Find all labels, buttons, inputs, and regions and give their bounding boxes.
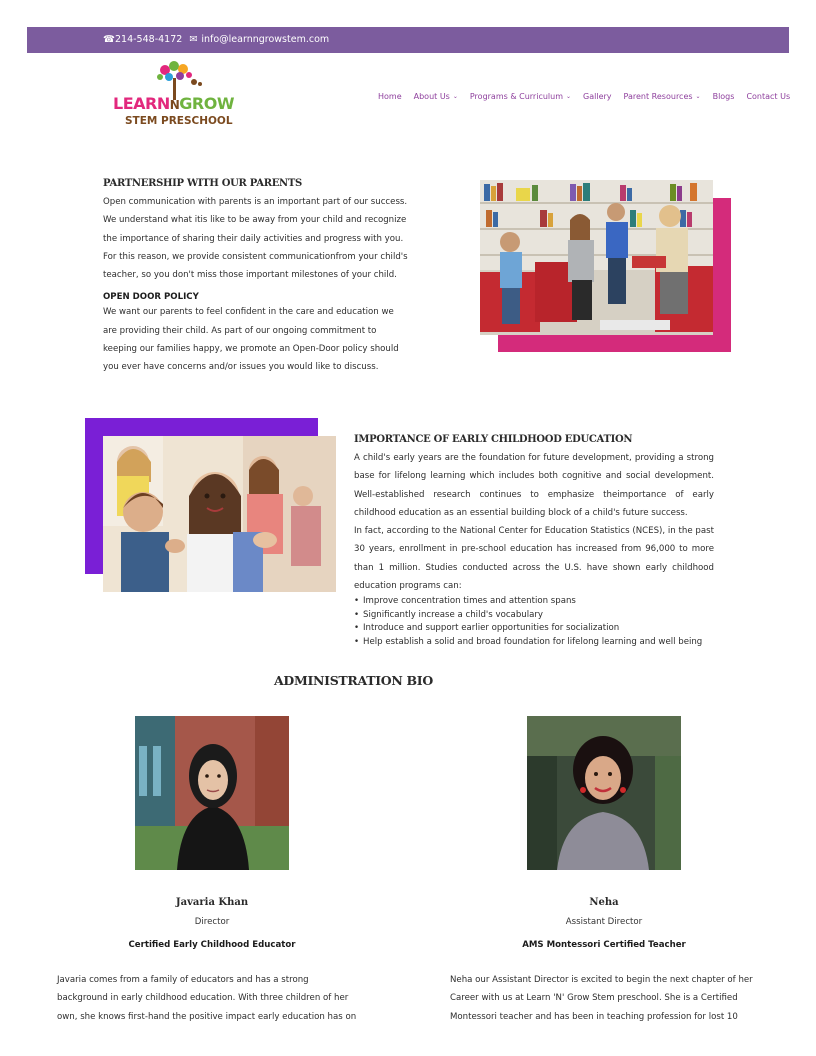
person-certification: Certified Early Childhood Educator xyxy=(128,940,296,950)
assistant-director-card xyxy=(480,897,728,950)
section-heading: IMPORTANCE OF EARLY CHILDHOOD EDUCATION xyxy=(354,434,633,445)
partnership-section xyxy=(103,178,413,377)
director-photo xyxy=(135,716,289,870)
email-link[interactable]: info@learnngrowstem.com xyxy=(201,34,330,45)
person-role: Assistant Director xyxy=(565,917,643,927)
contact-info xyxy=(103,34,329,45)
parents-teacher-photo xyxy=(480,180,713,335)
chevron-down-icon: ⌄ xyxy=(566,93,572,100)
nav-item-parent-resources[interactable]: Parent Resources ⌄ xyxy=(623,92,701,101)
list-item: • Improve concentration times and attention spans xyxy=(354,595,714,609)
main-nav xyxy=(378,92,790,101)
nav-item-programs-curriculum[interactable]: Programs & Curriculum ⌄ xyxy=(469,92,572,101)
nav-item-contact-us[interactable]: Contact Us xyxy=(746,92,791,101)
importance-para-2: In fact, according to the National Center for Education Statistics (NCES), in the past 30 years, enrollment in pre-school education has increased from 96,000 to more than 1 million. Studies conducted across the U.S. have shown early childhood education programs can: xyxy=(354,526,714,592)
chevron-down-icon: ⌄ xyxy=(452,93,458,100)
admin-bio-heading: ADMINISTRATION BIO xyxy=(274,673,433,688)
chevron-down-icon: ⌄ xyxy=(695,93,701,100)
nav-item-blogs[interactable]: Blogs xyxy=(712,92,735,101)
site-logo[interactable] xyxy=(110,60,235,130)
nav-item-gallery[interactable]: Gallery xyxy=(583,92,612,101)
logo-wordmark: LEARNNGROW xyxy=(113,94,234,113)
list-item: • Help establish a solid and broad foundation for lifelong learning and well being xyxy=(354,636,714,650)
person-role: Director xyxy=(194,917,230,927)
mail-icon: ✉ xyxy=(189,34,198,45)
section-heading: PARTNERSHIP WITH OUR PARENTS xyxy=(103,178,302,189)
library-scene-illustration xyxy=(480,180,713,335)
nav-item-about-us[interactable]: About Us ⌄ xyxy=(413,92,458,101)
children-clapping-photo xyxy=(103,436,336,592)
benefits-list xyxy=(354,595,714,649)
importance-para-1: A child's early years are the foundation for future development, providing a strong base for lifelong learning which includes both cognitive and social development. Well-established research continues to emphasize theimportance of early childhood education as an essential building block of a child's future success. xyxy=(354,453,714,518)
assistant-director-portrait-illustration xyxy=(527,716,681,870)
phone-link[interactable]: 214-548-4172 xyxy=(115,34,183,45)
partnership-text: Open communication with parents is an important part of our success. We understand what itis like to be away from your child and recognize the importance of sharing their daily activities and progress with you. For this reason, we provide consistent communicationfrom your child's teacher, so you don't miss those important milestones of your child. xyxy=(103,197,408,281)
person-name: Neha xyxy=(589,897,619,908)
director-bio: Javaria comes from a family of educators and has a strong background in early childhood education. With three children of her own, she knows first-hand the positive impact early education has on xyxy=(57,975,357,1022)
assistant-director-photo xyxy=(527,716,681,870)
director-portrait-illustration xyxy=(135,716,289,870)
phone-icon: ☎ xyxy=(103,34,115,45)
list-item: • Introduce and support earlier opportunities for socialization xyxy=(354,622,714,636)
person-certification: AMS Montessori Certified Teacher xyxy=(522,940,686,950)
person-name: Javaria Khan xyxy=(175,897,249,908)
open-door-heading: OPEN DOOR POLICY xyxy=(103,292,199,303)
top-contact-bar xyxy=(27,27,789,53)
director-card xyxy=(110,897,314,950)
nav-item-home[interactable]: Home xyxy=(378,92,402,101)
assistant-director-bio: Neha our Assistant Director is excited to begin the next chapter of her Career with us at Learn 'N' Grow Stem preschool. She is a Certified Montessori teacher and has been in teaching profession for lost 10 xyxy=(450,975,753,1022)
importance-section xyxy=(354,434,714,649)
logo-tagline: STEM PRESCHOOL xyxy=(125,115,233,127)
classroom-children-illustration xyxy=(103,436,336,592)
list-item: • Significantly increase a child's vocabulary xyxy=(354,609,714,623)
open-door-text: We want our parents to feel confident in the care and education we are providing their child. As part of our ongoing commitment to keeping our families happy, we promote an Open-Door policy should you ever have concerns and/or issues you would like to discuss. xyxy=(103,307,399,373)
